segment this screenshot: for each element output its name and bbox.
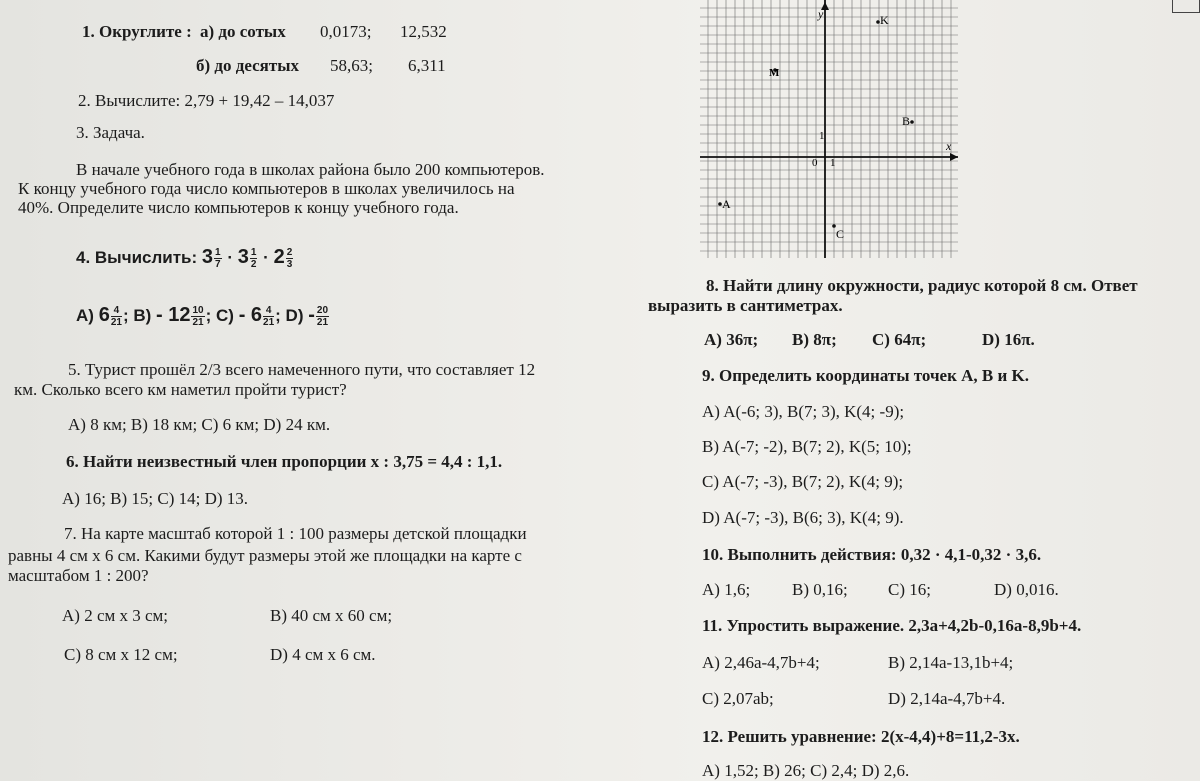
q7-line1: 7. На карте масштаб которой 1 : 100 размеры детской площадки: [64, 524, 527, 543]
unit-y-label: 1: [819, 130, 825, 142]
q10-text: 10. Выполнить действия: 0,32 · 4,1-0,32 · 3,6.: [702, 545, 1042, 564]
q12-answers: A) 1,52; B) 26; C) 2,4; D) 2,6.: [702, 761, 910, 780]
coordinate-grid: [700, 0, 958, 258]
q8-answer-c: C) 64π;: [872, 330, 927, 349]
q11-answer-d: D) 2,14a-4,7b+4.: [888, 689, 1006, 708]
point-a-label: A: [722, 197, 731, 211]
q8-answer-a: A) 36π;: [704, 330, 759, 349]
q2-text: 2. Вычислите: 2,79 + 19,42 – 14,037: [78, 91, 335, 110]
q10-answer-d: D) 0,016.: [994, 580, 1059, 599]
q1-a-value2: 12,532: [400, 22, 447, 41]
q1-a-label: а) до сотых: [200, 22, 286, 41]
coordinate-grid-svg: [700, 0, 958, 258]
q5-answers: A) 8 км; B) 18 км; C) 6 км; D) 24 км.: [68, 415, 331, 434]
q4-label: 4. Вычислить:: [76, 248, 198, 267]
q9-answer-b: B) A(-7; -2), B(7; 2), K(5; 10);: [702, 437, 912, 456]
point-m-label: M: [769, 67, 780, 79]
q10-answer-a: A) 1,6;: [702, 580, 751, 599]
origin-label: 0: [812, 157, 818, 169]
q3-line3: 40%. Определите число компьютеров к концу учебного года.: [18, 198, 459, 217]
q6-text: 6. Найти неизвестный член пропорции х : 3,75 = 4,4 : 1,1.: [66, 452, 503, 471]
q7-answer-b: B) 40 см х 60 см;: [270, 606, 393, 625]
point-b-marker: [910, 120, 914, 124]
q4-answer-c-fraction: $\frac{4}{21}$: [263, 305, 275, 329]
point-c-label: C: [836, 227, 845, 241]
q9-text: 9. Определить координаты точек A, B и K.: [702, 366, 1030, 385]
unit-x-label: 1: [830, 157, 836, 169]
q1-b-value1: 58,63;: [330, 56, 373, 75]
q9-answer-d: D) A(-7; -3), B(6; 3), K(4; 9).: [702, 508, 904, 527]
grid-lines: [700, 0, 958, 258]
x-axis-label: x: [946, 139, 952, 153]
point-k-label: K: [880, 13, 889, 27]
q1-b-label: б) до десятых: [196, 56, 299, 75]
q11-answer-c: C) 2,07ab;: [702, 689, 774, 708]
q8-line2: выразить в сантиметрах.: [648, 296, 843, 315]
q9-answer-a: A) A(-6; 3), B(7; 3), K(4; -9);: [702, 402, 905, 421]
q4-answers: A) 6 $\frac{4}{21}$ ; B) - 12 $\frac{10}{21}$ ; C) - 6 $\frac{4}{21}$ ; D) - $\frac{20}{21}$: [76, 304, 329, 329]
q7-answer-d: D) 4 см х 6 см.: [270, 645, 376, 664]
q4-answer-b-fraction: $\frac{10}{21}$: [192, 305, 204, 329]
q1-a-value1: 0,0173;: [320, 22, 372, 41]
q10-answer-b: B) 0,16;: [792, 580, 848, 599]
point-b-label: B: [902, 114, 911, 128]
q5-line2: км. Сколько всего км наметил пройти турист?: [14, 380, 347, 399]
q4-expression: 4. Вычислить: 3 $\frac{1}{7}$ · 3 $\frac{1}{2}$ · 2 $\frac{2}{3}$: [76, 246, 293, 271]
q8-line1: 8. Найти длину окружности, радиус которой 8 см. Ответ: [706, 276, 1138, 295]
q11-text: 11. Упростить выражение. 2,3a+4,2b-0,16a-8,9b+4.: [702, 616, 1082, 635]
q8-answer-d: D) 16π.: [982, 330, 1035, 349]
q9-answer-c: C) A(-7; -3), B(7; 2), K(4; 9);: [702, 472, 904, 491]
x-axis-arrow: [950, 153, 958, 161]
q8-answer-b: B) 8π;: [792, 330, 837, 349]
q11-answer-b: B) 2,14a-13,1b+4;: [888, 653, 1014, 672]
q6-answers: A) 16; B) 15; C) 14; D) 13.: [62, 489, 249, 508]
q4-term3-fraction: $\frac{2}{3}$: [286, 247, 293, 271]
q7-answer-a: A) 2 см х 3 см;: [62, 606, 169, 625]
q12-text: 12. Решить уравнение: 2(x-4,4)+8=11,2-3x.: [702, 727, 1020, 746]
q10-answer-c: C) 16;: [888, 580, 931, 599]
q3-line2: К концу учебного года число компьютеров в школах увеличилось на: [18, 179, 515, 198]
q4-answer-d-fraction: $\frac{20}{21}$: [316, 305, 329, 329]
q7-line2: равны 4 см х 6 см. Какими будут размеры этой же площадки на карте с: [8, 546, 522, 565]
q1-number-title: 1. Округлите :: [82, 22, 192, 41]
q4-answer-a-fraction: $\frac{4}{21}$: [110, 305, 122, 329]
q1-b-value2: 6,311: [408, 56, 446, 75]
corner-frame: [1172, 0, 1200, 13]
q5-line1: 5. Турист прошёл 2/3 всего намеченного пути, что составляет 12: [68, 360, 536, 379]
q3-line1: В начале учебного года в школах района было 200 компьютеров.: [76, 160, 545, 179]
y-axis-label: y: [818, 7, 824, 21]
q7-answer-c: C) 8 см х 12 см;: [64, 645, 178, 664]
q3-title: 3. Задача.: [76, 123, 145, 142]
q7-line3: масштабом 1 : 200?: [8, 566, 149, 585]
q4-term2-fraction: $\frac{1}{2}$: [250, 247, 257, 271]
q4-term1-fraction: $\frac{1}{7}$: [215, 247, 221, 271]
q11-answer-a: A) 2,46a-4,7b+4;: [702, 653, 820, 672]
